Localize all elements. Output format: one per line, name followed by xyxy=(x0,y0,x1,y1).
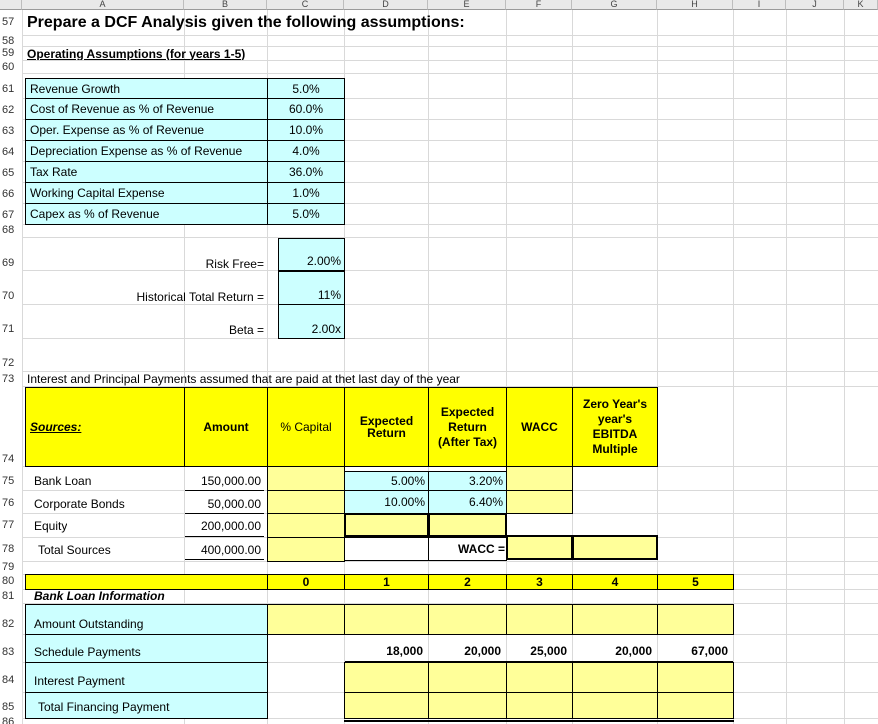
row-number[interactable]: 70 xyxy=(0,290,22,302)
schedule-payment-value[interactable]: 20,000 xyxy=(464,644,501,658)
expected-return-cell[interactable]: 10.00% xyxy=(344,490,429,514)
operating-label[interactable]: Cost of Revenue as % of Revenue xyxy=(25,98,268,120)
col-header-f[interactable]: F xyxy=(506,0,572,10)
capital-header: % Capital xyxy=(267,387,345,467)
source-amount[interactable]: 150,000.00 xyxy=(200,474,261,488)
operating-assumptions-header: Operating Assumptions (for years 1-5) xyxy=(27,47,246,60)
source-name: Bank Loan xyxy=(34,474,92,488)
interest-payment-cell[interactable] xyxy=(572,662,658,693)
gridline xyxy=(22,60,878,61)
operating-value[interactable]: 1.0% xyxy=(267,182,345,204)
interest-payment-cell[interactable] xyxy=(506,662,573,693)
row-number[interactable]: 79 xyxy=(0,561,22,573)
operating-label[interactable]: Working Capital Expense xyxy=(25,182,268,204)
amount-outstanding-cell[interactable] xyxy=(428,604,507,635)
row-number[interactable]: 78 xyxy=(0,543,22,555)
source-name: Total Sources xyxy=(38,543,111,557)
amount-outstanding-cell[interactable] xyxy=(344,604,429,635)
row-number[interactable]: 60 xyxy=(0,61,22,73)
col-header-i[interactable]: I xyxy=(733,0,786,10)
operating-label[interactable]: Oper. Expense as % of Revenue xyxy=(25,119,268,141)
after-tax-return-cell[interactable]: 6.40% xyxy=(428,490,507,514)
capital-cell[interactable] xyxy=(267,466,345,491)
interest-payment-cell[interactable] xyxy=(428,662,507,693)
col-header-g[interactable]: G xyxy=(572,0,657,10)
row-number[interactable]: 67 xyxy=(0,209,22,221)
bank-loan-header: Bank Loan Information xyxy=(34,589,165,603)
row-number[interactable]: 76 xyxy=(0,497,22,509)
schedule-payment-value[interactable]: 25,000 xyxy=(530,644,567,658)
row-number[interactable]: 80 xyxy=(0,575,22,587)
operating-value[interactable]: 60.0% xyxy=(267,98,345,120)
ebitda-multiple-cell[interactable] xyxy=(572,535,658,560)
amount-underline xyxy=(185,513,264,514)
interest-payment-cell[interactable] xyxy=(344,662,429,693)
after-tax-return-cell[interactable]: 3.20% xyxy=(428,471,507,491)
wacc-header: WACC xyxy=(506,387,573,467)
historical-return-value[interactable]: 11% xyxy=(278,271,345,305)
row-number[interactable]: 86 xyxy=(0,716,22,724)
expected-after-tax-header: Expected Return (After Tax) xyxy=(428,387,507,467)
partial-row-border xyxy=(344,720,734,724)
gridline xyxy=(844,10,845,724)
total-financing-cell[interactable] xyxy=(344,692,429,719)
source-name: Corporate Bonds xyxy=(34,497,125,511)
gridline xyxy=(22,73,878,74)
schedule-payment-value[interactable]: 67,000 xyxy=(691,644,728,658)
after-tax-return-cell[interactable] xyxy=(428,513,507,537)
wacc-cell[interactable] xyxy=(506,466,573,491)
source-amount[interactable]: 200,000.00 xyxy=(200,519,261,533)
year-header: 3 xyxy=(506,574,573,590)
gridline xyxy=(22,561,878,562)
sources-header: Sources: xyxy=(25,387,185,467)
capital-cell[interactable] xyxy=(267,490,345,514)
operating-label[interactable]: Revenue Growth xyxy=(25,78,268,99)
row-number[interactable]: 81 xyxy=(0,590,22,602)
interest-note: Interest and Principal Payments assumed that are paid at thet last day of the year xyxy=(27,372,460,386)
amount-outstanding-cell[interactable] xyxy=(267,604,345,635)
amount-underline xyxy=(185,559,264,560)
operating-value[interactable]: 5.0% xyxy=(267,203,345,225)
gridline xyxy=(22,35,878,36)
wacc-total-label: WACC = xyxy=(428,537,507,561)
row-number[interactable]: 73 xyxy=(0,373,22,385)
year-header: 4 xyxy=(572,574,658,590)
capital-cell[interactable] xyxy=(267,513,345,538)
row-number[interactable]: 74 xyxy=(0,453,22,465)
schedule-payment-value[interactable]: 18,000 xyxy=(386,644,423,658)
row-number[interactable]: 68 xyxy=(0,224,22,236)
operating-value[interactable]: 4.0% xyxy=(267,140,345,162)
operating-label[interactable]: Tax Rate xyxy=(25,161,268,183)
interest-payment-cell[interactable] xyxy=(657,662,734,693)
expected-return-cell[interactable] xyxy=(344,513,429,537)
gridline xyxy=(22,10,23,724)
total-financing-cell[interactable] xyxy=(428,692,507,719)
source-amount[interactable]: 400,000.00 xyxy=(200,543,261,557)
row-number[interactable]: 84 xyxy=(0,674,22,686)
row-number[interactable]: 61 xyxy=(0,83,22,95)
row-number[interactable]: 63 xyxy=(0,125,22,137)
wacc-total-cell[interactable] xyxy=(506,535,573,560)
row-number[interactable]: 58 xyxy=(0,35,22,47)
row-number[interactable]: 83 xyxy=(0,646,22,658)
amount-header: Amount xyxy=(184,387,268,467)
gridline xyxy=(22,237,878,238)
capital-cell[interactable] xyxy=(267,537,345,562)
operating-label[interactable]: Depreciation Expense as % of Revenue xyxy=(25,140,268,162)
col-header-e[interactable]: E xyxy=(428,0,506,10)
col-header-a[interactable]: A xyxy=(22,0,184,10)
total-financing-cell[interactable] xyxy=(657,692,734,719)
total-financing-cell[interactable] xyxy=(506,692,573,719)
beta-label: Beta = xyxy=(228,323,264,337)
row-number[interactable]: 57 xyxy=(0,16,22,28)
row-number[interactable]: 65 xyxy=(0,167,22,179)
row-number[interactable]: 75 xyxy=(0,475,22,487)
operating-value[interactable]: 5.0% xyxy=(267,78,345,99)
row-number[interactable]: 77 xyxy=(0,519,22,531)
bank-loan-label: Interest Payment xyxy=(25,662,268,693)
bank-loan-label: Amount Outstanding xyxy=(25,604,268,635)
row-number[interactable]: 82 xyxy=(0,618,22,630)
bank-loan-label: Total Financing Payment xyxy=(25,692,268,719)
operating-value[interactable]: 36.0% xyxy=(267,161,345,183)
col-header-h[interactable]: H xyxy=(657,0,733,10)
year-header: 2 xyxy=(428,574,507,590)
col-header-k[interactable]: K xyxy=(844,0,878,10)
source-name: Equity xyxy=(34,519,68,533)
row-number[interactable]: 62 xyxy=(0,104,22,116)
row-number[interactable]: 72 xyxy=(0,357,22,369)
year-header: 5 xyxy=(657,574,734,590)
amount-underline xyxy=(185,536,264,537)
row-number[interactable]: 64 xyxy=(0,146,22,158)
row-number[interactable]: 59 xyxy=(0,47,22,59)
row-number[interactable]: 66 xyxy=(0,188,22,200)
historical-return-label: Historical Total Return = xyxy=(136,290,264,304)
expected-return-cell[interactable] xyxy=(344,537,429,561)
corner-select-all[interactable] xyxy=(0,0,22,10)
year-header: 1 xyxy=(344,574,429,590)
schedule-payment-value[interactable]: 20,000 xyxy=(615,644,652,658)
expected-return-cell[interactable]: 5.00% xyxy=(344,471,429,491)
gridline xyxy=(786,10,787,724)
wacc-cell[interactable] xyxy=(506,490,573,514)
bank-loan-label: Schedule Payments xyxy=(25,634,268,663)
source-amount[interactable]: 50,000.00 xyxy=(207,497,261,511)
row-number[interactable]: 85 xyxy=(0,701,22,713)
ebitda-multiple-header: Zero Year's year's EBITDA Multiple xyxy=(572,387,658,467)
beta-value[interactable]: 2.00x xyxy=(278,304,345,339)
amount-underline xyxy=(185,490,264,491)
risk-free-label: Risk Free= xyxy=(205,257,264,271)
operating-label[interactable]: Capex as % of Revenue xyxy=(25,203,268,225)
year-row-label xyxy=(25,574,268,590)
col-header-b[interactable]: B xyxy=(184,0,267,10)
amount-outstanding-cell[interactable] xyxy=(572,604,658,635)
row-number[interactable]: 69 xyxy=(0,257,22,269)
col-header-c[interactable]: C xyxy=(267,0,344,10)
row-number[interactable]: 71 xyxy=(0,323,22,335)
operating-value[interactable]: 10.0% xyxy=(267,119,345,141)
risk-free-value[interactable]: 2.00% xyxy=(278,238,345,271)
year-header: 0 xyxy=(267,574,345,590)
amount-outstanding-cell[interactable] xyxy=(506,604,573,635)
col-header-d[interactable]: D xyxy=(344,0,428,10)
col-header-j[interactable]: J xyxy=(786,0,844,10)
expected-return-header: Expected Return xyxy=(344,387,429,467)
amount-outstanding-cell[interactable] xyxy=(657,604,734,635)
total-financing-cell[interactable] xyxy=(572,692,658,719)
page-title: Prepare a DCF Analysis given the following assumptions: xyxy=(27,14,465,31)
